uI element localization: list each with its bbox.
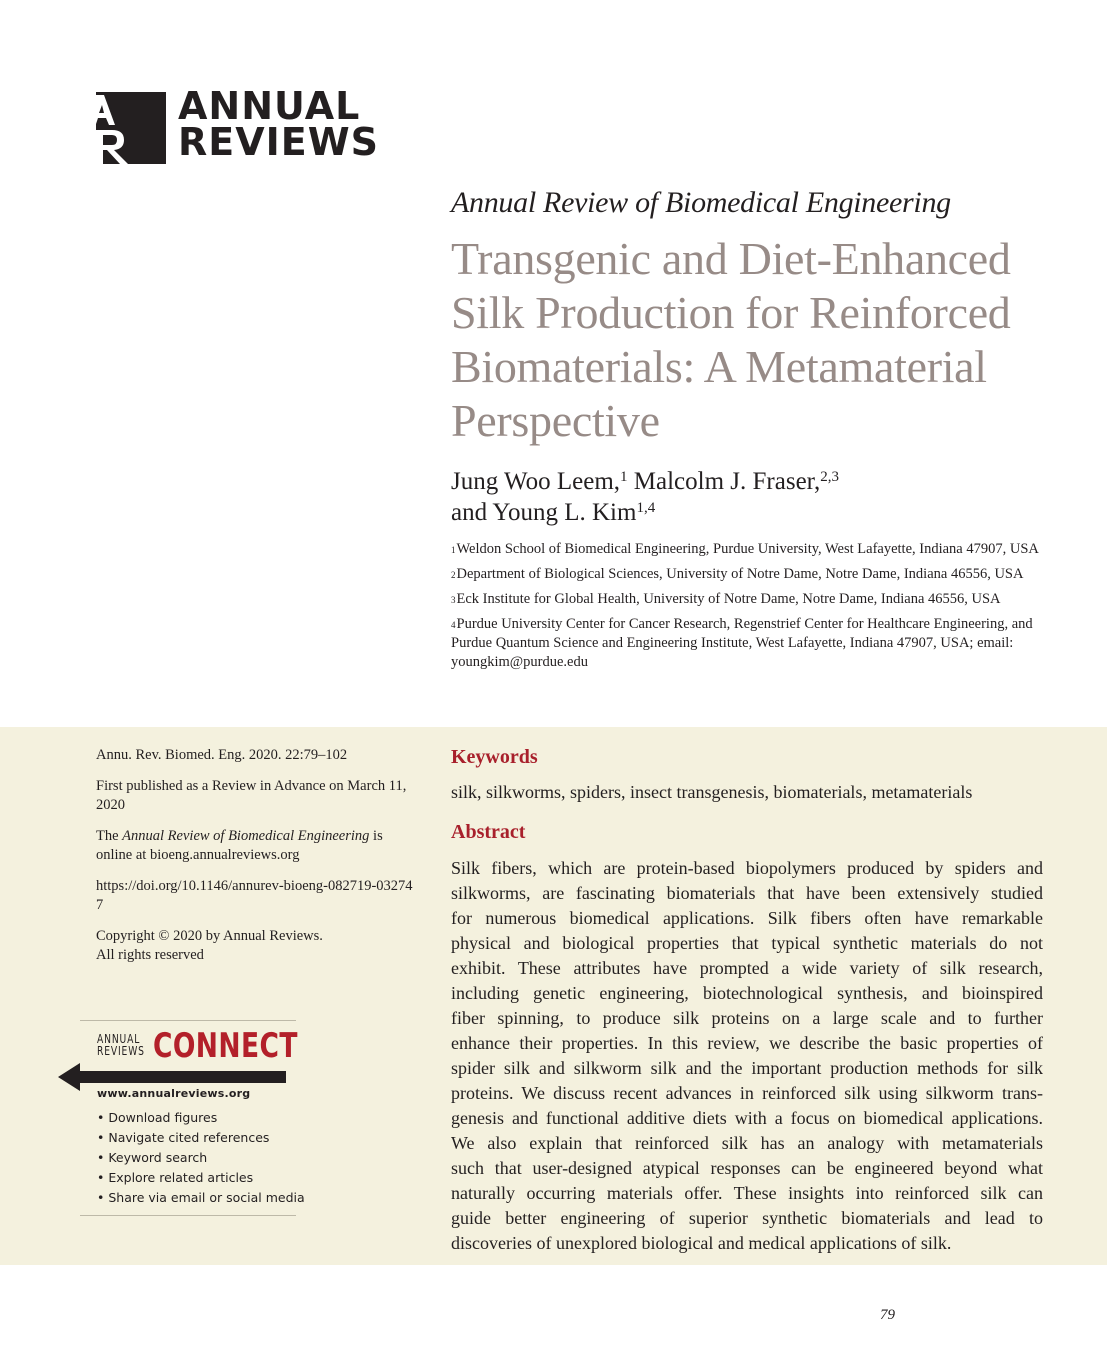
- online-journal-name: Annual Review of Biomedical Engineering: [122, 828, 370, 844]
- affiliation-text: Weldon School of Biomedical Engineering, Purdue University, West Lafayette, Indiana 47907, USA: [456, 541, 1039, 557]
- copyright: [96, 927, 416, 965]
- abstract-line: Silk fibers, which are protein-based biopolymers produced by spiders and: [451, 858, 1043, 878]
- affiliation-number: 2: [451, 570, 456, 580]
- affiliation-item: [451, 565, 1051, 584]
- first-published: First published as a Review in Advance on March 11, 2020: [96, 778, 407, 813]
- title-line: Biomaterials: A Metamaterial: [451, 341, 987, 392]
- abstract-line: fiber spinning, to produce silk proteins on a large scale and to further: [451, 1008, 1043, 1028]
- title-line: Silk Production for Reinforced: [451, 287, 1011, 338]
- affiliation-number: 3: [451, 595, 456, 605]
- feature-item: • Explore related articles: [97, 1170, 254, 1185]
- divider: [80, 1020, 296, 1021]
- annual-reviews-connect[interactable]: [80, 1020, 305, 1216]
- citation: Annu. Rev. Biomed. Eng. 2020. 22:79–102: [96, 747, 348, 763]
- affiliation-text: Purdue University Center for Cancer Research, Regenstrief Center for Healthcare Engineering, and Purdue Quantum Science and Engineering Institute, West Lafayette, Indiana 47907, USA; email: youngkim@purdue.edu: [451, 616, 1033, 670]
- logo-wordmark: [178, 84, 380, 164]
- logo-word-annual: ANNUAL: [178, 84, 361, 128]
- affiliation-item: [451, 590, 1051, 609]
- keywords-heading: Keywords: [451, 746, 538, 768]
- online-availability: [96, 827, 416, 865]
- author-name: Malcolm J. Fraser,: [633, 468, 821, 495]
- online-prefix: The: [96, 828, 123, 844]
- abstract-line: We also explain that reinforced silk has an analogy with metamaterials: [451, 1133, 1043, 1153]
- affiliation-text: Department of Biological Sciences, University of Notre Dame, Notre Dame, Indiana 46556, USA: [456, 566, 1024, 582]
- title-line: Transgenic and Diet-Enhanced: [451, 233, 1011, 284]
- online-suffix[interactable]: is online at bioeng.annualreviews.org: [96, 828, 383, 863]
- doi-link[interactable]: https://doi.org/10.1146/annurev-bioeng-082719-032747: [96, 878, 413, 913]
- abstract-line: including genetic engineering, biotechnological synthesis, and bioinspired: [451, 983, 1043, 1003]
- ar-logo-icon: [96, 92, 166, 164]
- feature-item: • Navigate cited references: [97, 1130, 270, 1145]
- feature-item: • Share via email or social media: [97, 1190, 305, 1205]
- logo-word-reviews: REVIEWS: [178, 120, 380, 164]
- abstract-line: physical and biological properties that typical synthetic materials do not: [451, 933, 1043, 953]
- author-affil-ref: 1: [620, 469, 628, 485]
- title-line: Perspective: [451, 395, 660, 446]
- affiliation-item: [451, 615, 1051, 672]
- connect-reviews: REVIEWS: [97, 1044, 145, 1058]
- article-title: [451, 232, 1091, 448]
- abstract-line: spider silk and silkworm silk and the important production methods for silk: [451, 1058, 1043, 1078]
- affiliation-number: 1: [451, 545, 456, 555]
- abstract-line: silkworms, are fascinating biomaterials that have been extensively studied: [451, 883, 1043, 903]
- abstract-line: such that user-designed atypical responses can be engineered beyond what: [451, 1158, 1043, 1178]
- connect-features: [97, 1108, 305, 1208]
- abstract-line: guide better engineering of superior synthetic biomaterials and lead to: [451, 1208, 1043, 1228]
- connect-small-wordmark: [97, 1033, 145, 1057]
- abstract-line: for numerous biomedical applications. Silk fibers often have remarkable: [451, 908, 1043, 928]
- connect-wordmark: CONNECT: [153, 1026, 298, 1066]
- author-list: [451, 466, 839, 528]
- keywords-list: silk, silkworms, spiders, insect transgenesis, biomaterials, metamaterials: [451, 782, 973, 802]
- abstract-line: exhibit. These attributes have prompted a wide variety of silk research,: [451, 958, 1043, 978]
- abstract-line: discoveries of unexplored biological and medical applications of silk.: [451, 1233, 952, 1253]
- abstract-heading: Abstract: [451, 821, 526, 843]
- affiliations: [451, 540, 1051, 678]
- page-number: 79: [880, 1307, 895, 1323]
- abstract-line: genesis and functional additive diets with a focus on biomedical applications.: [451, 1108, 1043, 1128]
- author-affil-ref: 1,4: [636, 500, 656, 516]
- abstract-line: enhance their properties. In this review, we describe the basic properties of: [451, 1033, 1043, 1053]
- abstract-line: proteins. We discuss recent advances in reinforced silk using silkworm trans-: [451, 1083, 1043, 1103]
- feature-item: • Download figures: [97, 1110, 218, 1125]
- abstract-line: naturally occurring materials offer. These insights into reinforced silk can: [451, 1183, 1043, 1203]
- feature-item: • Keyword search: [97, 1150, 208, 1165]
- journal-name: Annual Review of Biomedical Engineering: [451, 186, 951, 219]
- author-name: and Young L. Kim: [451, 499, 637, 526]
- connect-url[interactable]: www.annualreviews.org: [97, 1087, 251, 1100]
- affiliation-item: [451, 540, 1051, 559]
- author-affil-ref: 2,3: [820, 469, 839, 485]
- rights-line: All rights reserved: [96, 947, 204, 963]
- copyright-line: Copyright © 2020 by Annual Reviews.: [96, 928, 323, 944]
- affiliation-text: Eck Institute for Global Health, University of Notre Dame, Notre Dame, Indiana 46556, USA: [456, 591, 1001, 607]
- annual-reviews-logo: [96, 84, 380, 166]
- author-name: Jung Woo Leem,: [451, 468, 621, 495]
- article-metadata: [96, 746, 416, 977]
- abstract-body: [451, 856, 1043, 1256]
- affiliation-number: 4: [451, 620, 456, 630]
- divider: [80, 1215, 296, 1216]
- connect-annual: ANNUAL: [97, 1032, 141, 1046]
